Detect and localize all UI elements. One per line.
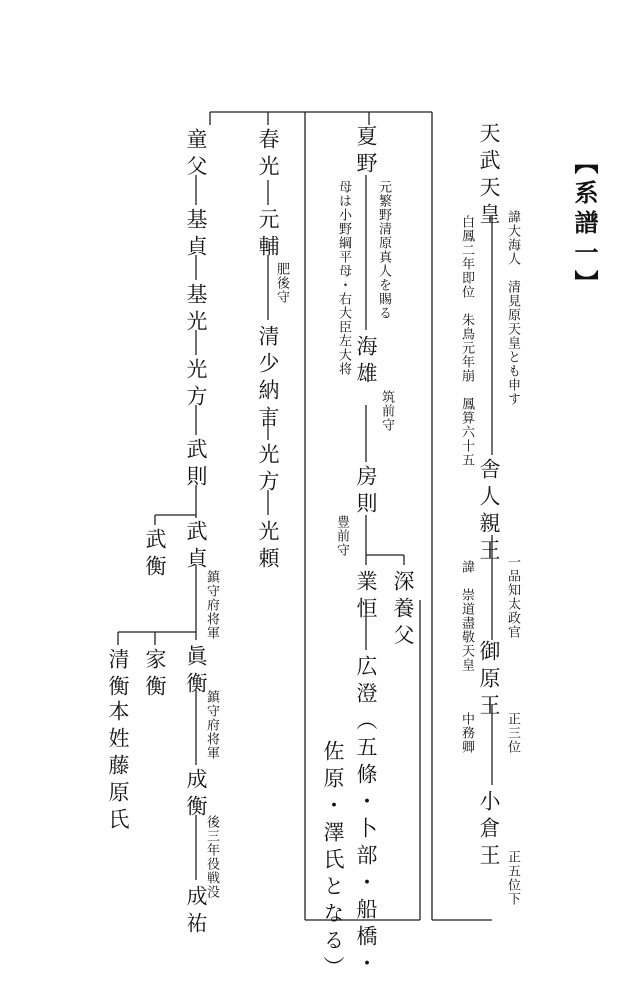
ogura-name: 小倉王	[477, 790, 501, 871]
natsuno-note-1: 元繁野清原真人を賜る	[376, 180, 391, 320]
mitsukata-a-name: 光方	[256, 443, 280, 497]
toneri-note-1: 一品知太政官	[505, 555, 520, 639]
narihira-note-1: 後三年役戦没	[204, 815, 219, 899]
hirozumi-name-line-2: 佐原・澤氏となる）	[321, 740, 345, 983]
takesada-note-1: 鎮守府将軍	[204, 570, 219, 640]
toneri-note-2: 諱 崇道盡敬天皇	[459, 560, 474, 672]
narisuke-name: 成祐	[184, 885, 208, 939]
kaiyu-note-1: 筑前守	[379, 390, 394, 432]
motosuke-name: 元輔	[256, 208, 280, 262]
narihira-name: 成衡	[184, 768, 208, 822]
mitsuyori-name: 光頼	[256, 520, 280, 574]
motosuke-note-1: 肥後守	[274, 262, 289, 304]
tenmu-name: 天武天皇	[477, 122, 501, 230]
kiyohira-name: 清衡	[106, 648, 130, 702]
fusanori-name: 房則	[354, 465, 378, 519]
natsuno-name: 夏野	[354, 125, 378, 179]
sadahira-name: 眞衡	[184, 645, 208, 699]
ogura-note-1: 正五位下	[505, 850, 520, 906]
toneri-name: 舎人親王	[477, 458, 501, 566]
mihara-note-1: 正三位	[505, 712, 520, 754]
harumitsu-name: 春光	[256, 128, 280, 182]
page-title: 【系譜一】	[570, 150, 599, 300]
kaiyu-name: 海雄	[354, 335, 378, 389]
hirozumi-name-line-1: 広澄（五條・卜部・船橋・	[354, 655, 378, 979]
sadahira-note-1: 鎮守府将軍	[204, 690, 219, 760]
fusanori-note-1: 豊前守	[334, 515, 349, 557]
motosada-name: 基貞	[184, 208, 208, 262]
tenmu-note-2: 白鳳二年即位 朱鳥元年崩 鳳算六十五	[459, 215, 474, 467]
mihara-name: 御原王	[477, 640, 501, 721]
tenmu-note-1: 諱大海人 清見原天皇とも申す	[505, 210, 520, 406]
takehira-name: 武衡	[143, 528, 167, 582]
mitsukata-b-name: 光方	[184, 358, 208, 412]
sei-name: 清少納言	[256, 325, 280, 433]
takesada-name: 武貞	[184, 520, 208, 574]
fukayabu-name: 深養父	[391, 570, 415, 651]
iehira-name: 家衡	[143, 648, 167, 702]
mihara-note-2: 中務卿	[459, 712, 474, 754]
narihisa-name: 業恒	[354, 570, 378, 624]
motomitsu-name: 基光	[184, 283, 208, 337]
kiyohira-note-1: 本姓藤原氏	[106, 700, 130, 835]
dobu-name: 童父	[184, 128, 208, 182]
natsuno-note-2: 母は小野綱平母・右大臣左大将	[336, 180, 351, 376]
takenori-name: 武則	[184, 438, 208, 492]
